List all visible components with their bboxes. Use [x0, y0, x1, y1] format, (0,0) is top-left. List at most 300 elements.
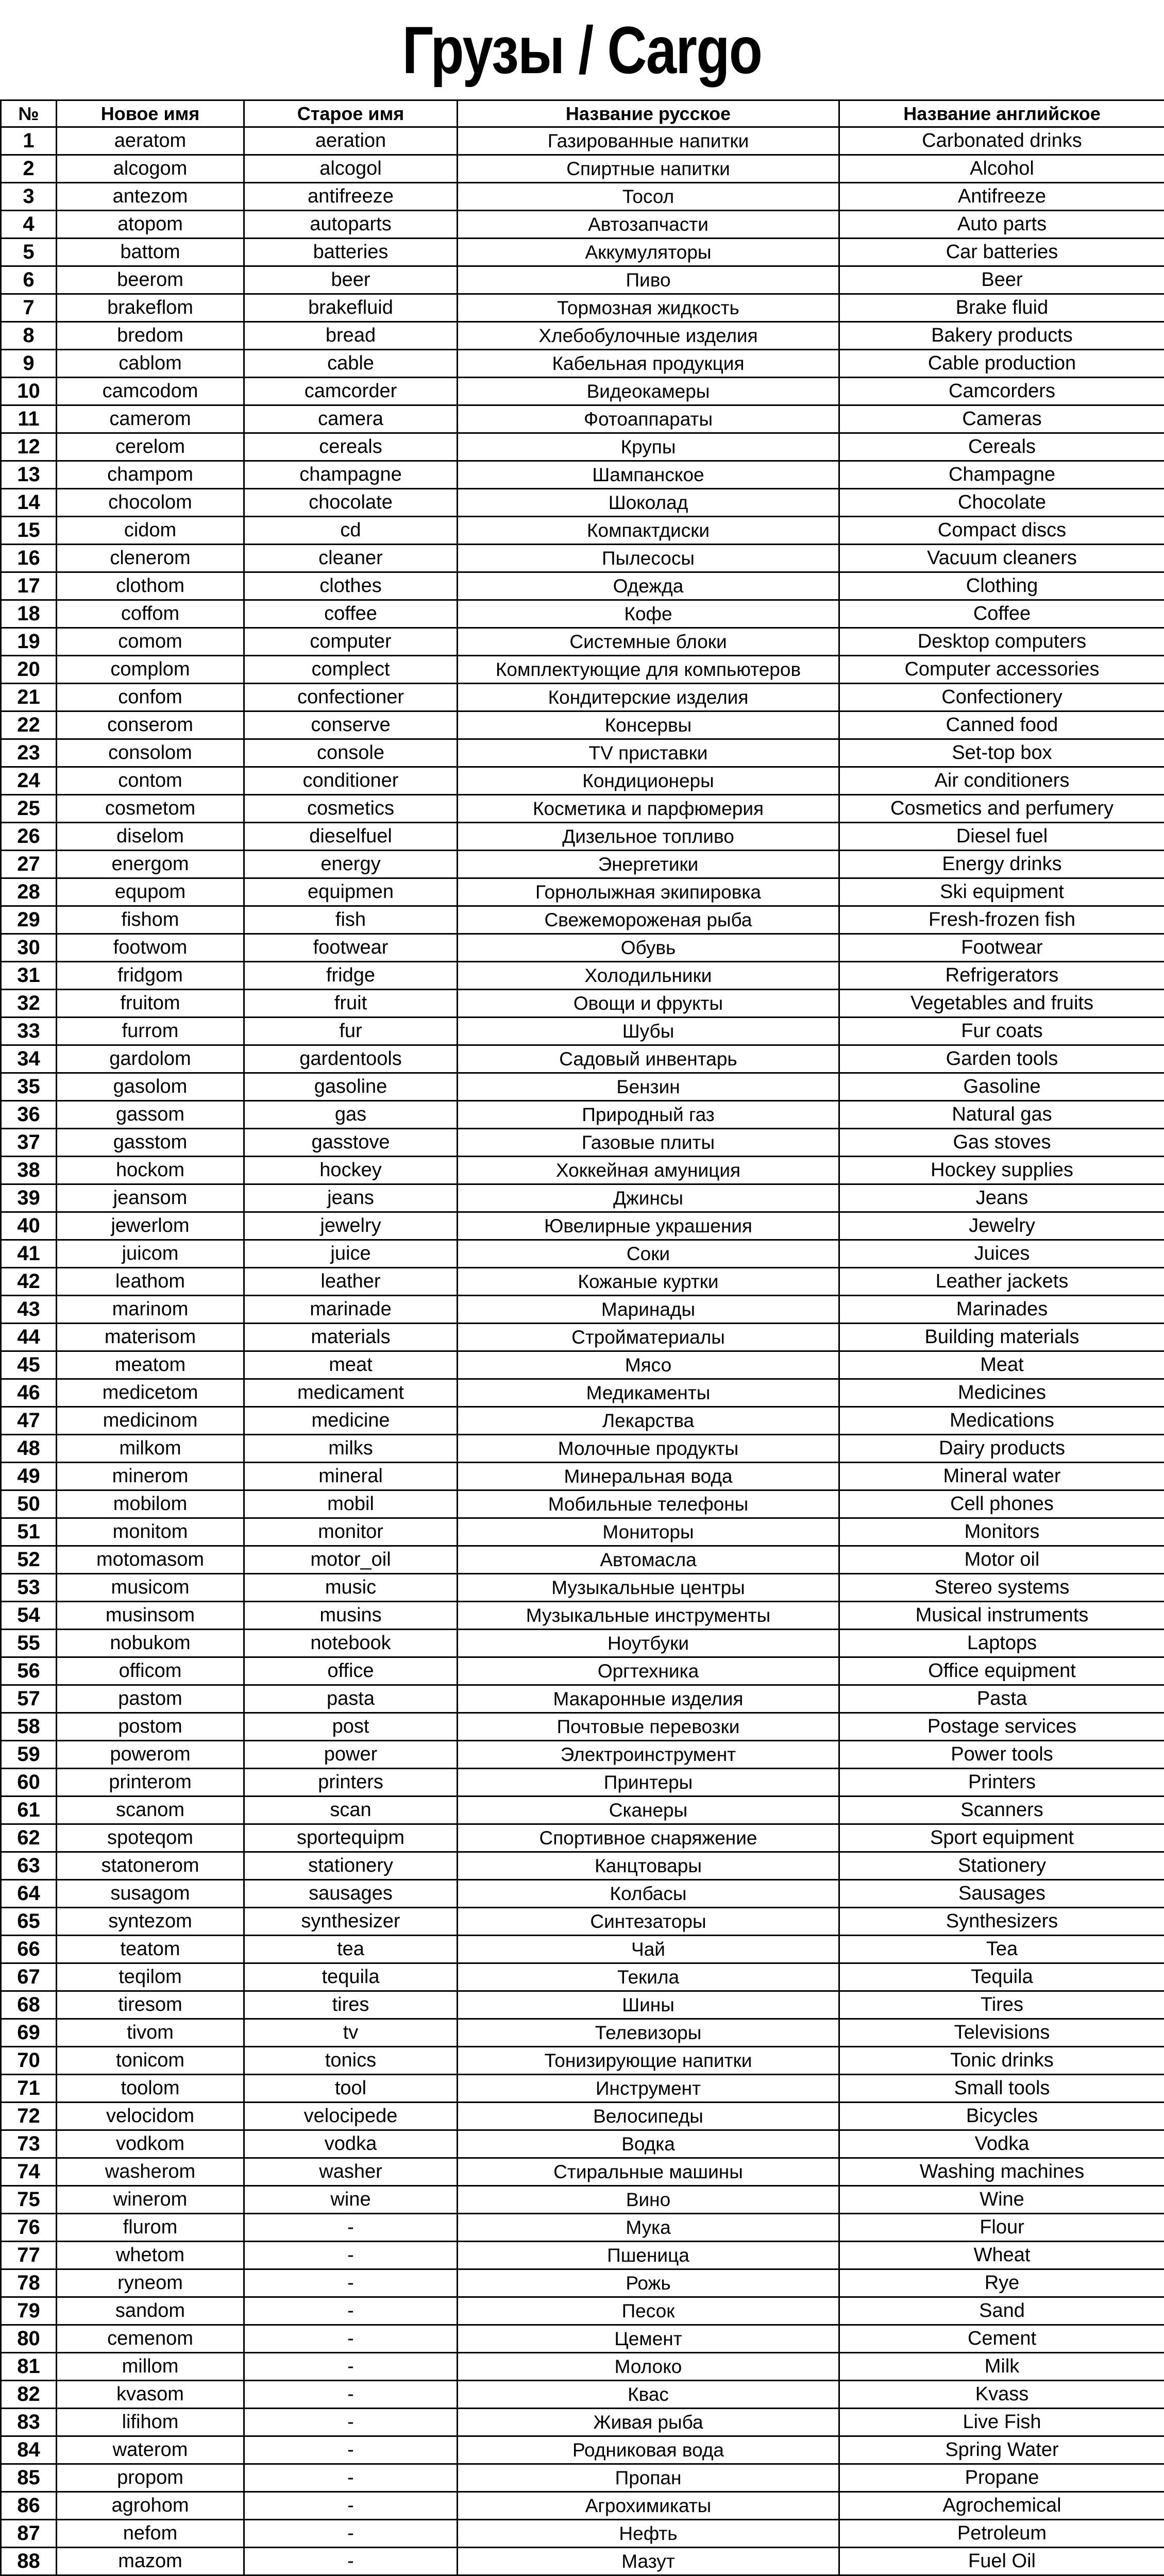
new-name-cell: monitom — [57, 1518, 244, 1546]
table-row — [1, 183, 1164, 211]
new-name-cell: brakeflom — [57, 294, 244, 322]
name-russian-cell: Квас — [458, 2381, 839, 2409]
table-row — [1, 2047, 1164, 2075]
table-row — [1, 962, 1164, 990]
name-russian-cell: Водка — [458, 2130, 839, 2158]
new-name-cell: winerom — [57, 2186, 244, 2214]
name-english-cell: Canned food — [839, 711, 1164, 739]
name-russian-cell: Горнолыжная экипировка — [458, 878, 839, 906]
row-number: 18 — [1, 600, 57, 628]
new-name-cell: medicinom — [57, 1407, 244, 1435]
row-number: 38 — [1, 1157, 57, 1184]
name-english-cell: Mineral water — [839, 1463, 1164, 1490]
old-name-cell: - — [244, 2325, 458, 2353]
name-russian-cell: TV приставки — [458, 739, 839, 767]
new-name-cell: fridgom — [57, 962, 244, 990]
new-name-cell: musicom — [57, 1574, 244, 1602]
new-name-cell: printerom — [57, 1769, 244, 1797]
new-name-cell: statonerom — [57, 1852, 244, 1880]
row-number: 44 — [1, 1324, 57, 1351]
table-row — [1, 2075, 1164, 2103]
name-english-cell: Camcorders — [839, 378, 1164, 405]
new-name-cell: contom — [57, 767, 244, 795]
old-name-cell: tool — [244, 2075, 458, 2103]
name-russian-cell: Кофе — [458, 600, 839, 628]
name-russian-cell: Свежемороженая рыба — [458, 906, 839, 934]
name-russian-cell: Шоколад — [458, 489, 839, 517]
new-name-cell: champom — [57, 461, 244, 489]
row-number: 21 — [1, 684, 57, 711]
table-row — [1, 1769, 1164, 1797]
row-number: 68 — [1, 1991, 57, 2019]
name-russian-cell: Хлебобулочные изделия — [458, 322, 839, 350]
table-row — [1, 1518, 1164, 1546]
table-row — [1, 2464, 1164, 2492]
table-row — [1, 684, 1164, 711]
table-row — [1, 1212, 1164, 1240]
old-name-cell: fur — [244, 1018, 458, 1045]
table-row — [1, 2297, 1164, 2325]
new-name-cell: camcodom — [57, 378, 244, 405]
row-number: 61 — [1, 1797, 57, 1824]
old-name-cell: wine — [244, 2186, 458, 2214]
name-russian-cell: Агрохимикаты — [458, 2492, 839, 2520]
name-english-cell: Fresh-frozen fish — [839, 906, 1164, 934]
new-name-cell: toolom — [57, 2075, 244, 2103]
old-name-cell: - — [244, 2353, 458, 2381]
old-name-cell: notebook — [244, 1630, 458, 1657]
table-row — [1, 1574, 1164, 1602]
table-body — [1, 127, 1164, 2576]
new-name-cell: syntezom — [57, 1908, 244, 1936]
new-name-cell: gassom — [57, 1101, 244, 1129]
row-number: 5 — [1, 239, 57, 266]
new-name-cell: atopom — [57, 211, 244, 239]
table-row — [1, 2381, 1164, 2409]
name-russian-cell: Синтезаторы — [458, 1908, 839, 1936]
name-english-cell: Laptops — [839, 1630, 1164, 1657]
table-row — [1, 294, 1164, 322]
table-row — [1, 1073, 1164, 1101]
name-russian-cell: Музыкальные центры — [458, 1574, 839, 1602]
row-number: 72 — [1, 2103, 57, 2130]
row-number: 37 — [1, 1129, 57, 1157]
new-name-cell: cosmetom — [57, 795, 244, 823]
name-english-cell: Tea — [839, 1936, 1164, 1963]
table-row — [1, 2492, 1164, 2520]
row-number: 81 — [1, 2353, 57, 2381]
name-russian-cell: Кондиционеры — [458, 767, 839, 795]
name-russian-cell: Джинсы — [458, 1184, 839, 1212]
row-number: 13 — [1, 461, 57, 489]
table-row — [1, 155, 1164, 183]
name-english-cell: Clothing — [839, 572, 1164, 600]
old-name-cell: medicine — [244, 1407, 458, 1435]
row-number: 74 — [1, 2158, 57, 2186]
name-russian-cell: Крупы — [458, 433, 839, 461]
table-row — [1, 1685, 1164, 1713]
name-english-cell: Sand — [839, 2297, 1164, 2325]
table-row — [1, 1184, 1164, 1212]
name-russian-cell: Аккумуляторы — [458, 239, 839, 266]
row-number: 55 — [1, 1630, 57, 1657]
name-russian-cell: Молоко — [458, 2353, 839, 2381]
name-russian-cell: Энергетики — [458, 851, 839, 878]
table-row — [1, 2325, 1164, 2353]
old-name-cell: cereals — [244, 433, 458, 461]
name-russian-cell: Медикаменты — [458, 1379, 839, 1407]
new-name-cell: cablom — [57, 350, 244, 378]
new-name-cell: millom — [57, 2353, 244, 2381]
row-number: 67 — [1, 1963, 57, 1991]
name-russian-cell: Фотоаппараты — [458, 405, 839, 433]
new-name-cell: gardolom — [57, 1045, 244, 1073]
row-number: 29 — [1, 906, 57, 934]
name-russian-cell: Сканеры — [458, 1797, 839, 1824]
old-name-cell: beer — [244, 266, 458, 294]
old-name-cell: footwear — [244, 934, 458, 962]
name-english-cell: Alcohol — [839, 155, 1164, 183]
old-name-cell: washer — [244, 2158, 458, 2186]
new-name-cell: beerom — [57, 266, 244, 294]
row-number: 48 — [1, 1435, 57, 1463]
new-name-cell: minerom — [57, 1463, 244, 1490]
new-name-cell: kvasom — [57, 2381, 244, 2409]
name-russian-cell: Шины — [458, 1991, 839, 2019]
table-row — [1, 1351, 1164, 1379]
new-name-cell: gasolom — [57, 1073, 244, 1101]
old-name-cell: milks — [244, 1435, 458, 1463]
row-number: 78 — [1, 2269, 57, 2297]
row-number: 79 — [1, 2297, 57, 2325]
name-russian-cell: Тосол — [458, 183, 839, 211]
row-number: 1 — [1, 127, 57, 155]
old-name-cell: meat — [244, 1351, 458, 1379]
row-number: 65 — [1, 1908, 57, 1936]
old-name-cell: console — [244, 739, 458, 767]
old-name-cell: jeans — [244, 1184, 458, 1212]
name-english-cell: Carbonated drinks — [839, 127, 1164, 155]
row-number: 71 — [1, 2075, 57, 2103]
name-english-cell: Chocolate — [839, 489, 1164, 517]
name-english-cell: Cosmetics and perfumery — [839, 795, 1164, 823]
old-name-cell: hockey — [244, 1157, 458, 1184]
name-russian-cell: Мазут — [458, 2548, 839, 2575]
name-english-cell: Milk — [839, 2353, 1164, 2381]
name-russian-cell: Оргтехника — [458, 1657, 839, 1685]
new-name-cell: furrom — [57, 1018, 244, 1045]
name-english-cell: Fuel Oil — [839, 2548, 1164, 2575]
name-russian-cell: Пропан — [458, 2464, 839, 2492]
name-russian-cell: Телевизоры — [458, 2019, 839, 2047]
name-russian-cell: Пиво — [458, 266, 839, 294]
table-row — [1, 1713, 1164, 1741]
old-name-cell: antifreeze — [244, 183, 458, 211]
table-row — [1, 489, 1164, 517]
table-row — [1, 2158, 1164, 2186]
name-russian-cell: Нефть — [458, 2520, 839, 2548]
name-russian-cell: Ювелирные украшения — [458, 1212, 839, 1240]
new-name-cell: battom — [57, 239, 244, 266]
name-english-cell: Musical instruments — [839, 1602, 1164, 1630]
name-russian-cell: Хоккейная амуниция — [458, 1157, 839, 1184]
name-russian-cell: Дизельное топливо — [458, 823, 839, 851]
table-row — [1, 461, 1164, 489]
old-name-cell: tequila — [244, 1963, 458, 1991]
table-row — [1, 823, 1164, 851]
name-russian-cell: Молочные продукты — [458, 1435, 839, 1463]
row-number: 84 — [1, 2436, 57, 2464]
table-row — [1, 1880, 1164, 1908]
row-number: 31 — [1, 962, 57, 990]
table-row — [1, 739, 1164, 767]
table-row — [1, 517, 1164, 545]
old-name-cell: cd — [244, 517, 458, 545]
table-row — [1, 266, 1164, 294]
name-english-cell: Rye — [839, 2269, 1164, 2297]
name-russian-cell: Мониторы — [458, 1518, 839, 1546]
row-number: 3 — [1, 183, 57, 211]
name-russian-cell: Канцтовары — [458, 1852, 839, 1880]
row-number: 54 — [1, 1602, 57, 1630]
table-row — [1, 990, 1164, 1018]
row-number: 36 — [1, 1101, 57, 1129]
table-row — [1, 600, 1164, 628]
name-english-cell: Agrochemical — [839, 2492, 1164, 2520]
name-russian-cell: Родниковая вода — [458, 2436, 839, 2464]
table-row — [1, 1963, 1164, 1991]
old-name-cell: - — [244, 2492, 458, 2520]
name-russian-cell: Тормозная жидкость — [458, 294, 839, 322]
name-english-cell: Power tools — [839, 1741, 1164, 1769]
row-number: 7 — [1, 294, 57, 322]
name-english-cell: Champagne — [839, 461, 1164, 489]
new-name-cell: postom — [57, 1713, 244, 1741]
old-name-cell: mineral — [244, 1463, 458, 1490]
new-name-cell: jeansom — [57, 1184, 244, 1212]
name-english-cell: Vacuum cleaners — [839, 545, 1164, 572]
name-english-cell: Cement — [839, 2325, 1164, 2353]
name-english-cell: Leather jackets — [839, 1268, 1164, 1296]
name-russian-cell: Автомасла — [458, 1546, 839, 1574]
row-number: 47 — [1, 1407, 57, 1435]
old-name-cell: marinade — [244, 1296, 458, 1324]
new-name-cell: materisom — [57, 1324, 244, 1351]
old-name-cell: tires — [244, 1991, 458, 2019]
row-number: 51 — [1, 1518, 57, 1546]
name-russian-cell: Музыкальные инструменты — [458, 1602, 839, 1630]
table-row — [1, 2130, 1164, 2158]
row-number: 26 — [1, 823, 57, 851]
name-russian-cell: Газовые плиты — [458, 1129, 839, 1157]
table-row — [1, 1602, 1164, 1630]
name-russian-cell: Ноутбуки — [458, 1630, 839, 1657]
table-header — [1, 100, 1164, 127]
row-number: 10 — [1, 378, 57, 405]
old-name-cell: chocolate — [244, 489, 458, 517]
name-english-cell: Ski equipment — [839, 878, 1164, 906]
old-name-cell: cable — [244, 350, 458, 378]
new-name-cell: whetom — [57, 2242, 244, 2269]
row-number: 52 — [1, 1546, 57, 1574]
row-number: 40 — [1, 1212, 57, 1240]
row-number: 53 — [1, 1574, 57, 1602]
table-row — [1, 2242, 1164, 2269]
old-name-cell: autoparts — [244, 211, 458, 239]
row-number: 88 — [1, 2548, 57, 2575]
old-name-cell: fish — [244, 906, 458, 934]
name-russian-cell: Пшеница — [458, 2242, 839, 2269]
new-name-cell: conserom — [57, 711, 244, 739]
new-name-cell: footwom — [57, 934, 244, 962]
name-english-cell: Cable production — [839, 350, 1164, 378]
new-name-cell: teqilom — [57, 1963, 244, 1991]
row-number: 76 — [1, 2214, 57, 2242]
new-name-cell: leathom — [57, 1268, 244, 1296]
row-number: 82 — [1, 2381, 57, 2409]
old-name-cell: medicament — [244, 1379, 458, 1407]
old-name-cell: aeration — [244, 127, 458, 155]
table-row — [1, 545, 1164, 572]
old-name-cell: materials — [244, 1324, 458, 1351]
name-english-cell: Scanners — [839, 1797, 1164, 1824]
old-name-cell: motor_oil — [244, 1546, 458, 1574]
name-russian-cell: Шампанское — [458, 461, 839, 489]
new-name-cell: jewerlom — [57, 1212, 244, 1240]
name-english-cell: Tequila — [839, 1963, 1164, 1991]
name-english-cell: Cameras — [839, 405, 1164, 433]
old-name-cell: - — [244, 2520, 458, 2548]
name-russian-cell: Принтеры — [458, 1769, 839, 1797]
name-english-cell: Petroleum — [839, 2520, 1164, 2548]
table-row — [1, 405, 1164, 433]
old-name-cell: gasstove — [244, 1129, 458, 1157]
cargo-table — [0, 99, 1164, 2576]
table-row — [1, 1936, 1164, 1963]
new-name-cell: tiresom — [57, 1991, 244, 2019]
name-russian-cell: Спортивное снаряжение — [458, 1824, 839, 1852]
table-row — [1, 1630, 1164, 1657]
table-row — [1, 1490, 1164, 1518]
new-name-cell: spoteqom — [57, 1824, 244, 1852]
name-english-cell: Stereo systems — [839, 1574, 1164, 1602]
name-russian-cell: Цемент — [458, 2325, 839, 2353]
header-name-russian: Название русское — [458, 100, 839, 127]
new-name-cell: velocidom — [57, 2103, 244, 2130]
name-russian-cell: Минеральная вода — [458, 1463, 839, 1490]
name-english-cell: Televisions — [839, 2019, 1164, 2047]
new-name-cell: meatom — [57, 1351, 244, 1379]
old-name-cell: monitor — [244, 1518, 458, 1546]
row-number: 58 — [1, 1713, 57, 1741]
row-number: 62 — [1, 1824, 57, 1852]
old-name-cell: office — [244, 1657, 458, 1685]
name-english-cell: Gasoline — [839, 1073, 1164, 1101]
old-name-cell: camcorder — [244, 378, 458, 405]
new-name-cell: tonicom — [57, 2047, 244, 2075]
table-row — [1, 851, 1164, 878]
row-number: 50 — [1, 1490, 57, 1518]
new-name-cell: tivom — [57, 2019, 244, 2047]
old-name-cell: - — [244, 2214, 458, 2242]
old-name-cell: complect — [244, 656, 458, 684]
old-name-cell: stationery — [244, 1852, 458, 1880]
name-russian-cell: Колбасы — [458, 1880, 839, 1908]
new-name-cell: comom — [57, 628, 244, 656]
name-english-cell: Antifreeze — [839, 183, 1164, 211]
table-row — [1, 433, 1164, 461]
old-name-cell: gardentools — [244, 1045, 458, 1073]
old-name-cell: - — [244, 2464, 458, 2492]
table-row — [1, 2353, 1164, 2381]
old-name-cell: conditioner — [244, 767, 458, 795]
row-number: 22 — [1, 711, 57, 739]
table-row — [1, 1908, 1164, 1936]
name-english-cell: Propane — [839, 2464, 1164, 2492]
table-row — [1, 1101, 1164, 1129]
name-english-cell: Small tools — [839, 2075, 1164, 2103]
row-number: 32 — [1, 990, 57, 1018]
row-number: 46 — [1, 1379, 57, 1407]
row-number: 4 — [1, 211, 57, 239]
name-english-cell: Confectionery — [839, 684, 1164, 711]
name-english-cell: Computer accessories — [839, 656, 1164, 684]
old-name-cell: tv — [244, 2019, 458, 2047]
old-name-cell: clothes — [244, 572, 458, 600]
table-row — [1, 211, 1164, 239]
row-number: 30 — [1, 934, 57, 962]
row-number: 2 — [1, 155, 57, 183]
old-name-cell: fruit — [244, 990, 458, 1018]
header-old-name: Старое имя — [244, 100, 458, 127]
name-english-cell: Fur coats — [839, 1018, 1164, 1045]
name-english-cell: Natural gas — [839, 1101, 1164, 1129]
name-english-cell: Spring Water — [839, 2436, 1164, 2464]
name-english-cell: Diesel fuel — [839, 823, 1164, 851]
name-russian-cell: Кабельная продукция — [458, 350, 839, 378]
new-name-cell: vodkom — [57, 2130, 244, 2158]
old-name-cell: - — [244, 2436, 458, 2464]
name-russian-cell: Текила — [458, 1963, 839, 1991]
row-number: 39 — [1, 1184, 57, 1212]
name-russian-cell: Холодильники — [458, 962, 839, 990]
table-row — [1, 2214, 1164, 2242]
name-russian-cell: Соки — [458, 1240, 839, 1268]
new-name-cell: clothom — [57, 572, 244, 600]
name-russian-cell: Видеокамеры — [458, 378, 839, 405]
name-english-cell: Washing machines — [839, 2158, 1164, 2186]
new-name-cell: antezom — [57, 183, 244, 211]
row-number: 80 — [1, 2325, 57, 2353]
new-name-cell: clenerom — [57, 545, 244, 572]
new-name-cell: teatom — [57, 1936, 244, 1963]
name-russian-cell: Электроинструмент — [458, 1741, 839, 1769]
new-name-cell: flurom — [57, 2214, 244, 2242]
table-row — [1, 1157, 1164, 1184]
name-english-cell: Gas stoves — [839, 1129, 1164, 1157]
name-russian-cell: Инструмент — [458, 2075, 839, 2103]
row-number: 19 — [1, 628, 57, 656]
name-english-cell: Medicines — [839, 1379, 1164, 1407]
old-name-cell: gas — [244, 1101, 458, 1129]
row-number: 42 — [1, 1268, 57, 1296]
row-number: 12 — [1, 433, 57, 461]
name-russian-cell: Тонизирующие напитки — [458, 2047, 839, 2075]
name-english-cell: Garden tools — [839, 1045, 1164, 1073]
name-russian-cell: Маринады — [458, 1296, 839, 1324]
row-number: 86 — [1, 2492, 57, 2520]
new-name-cell: gasstom — [57, 1129, 244, 1157]
